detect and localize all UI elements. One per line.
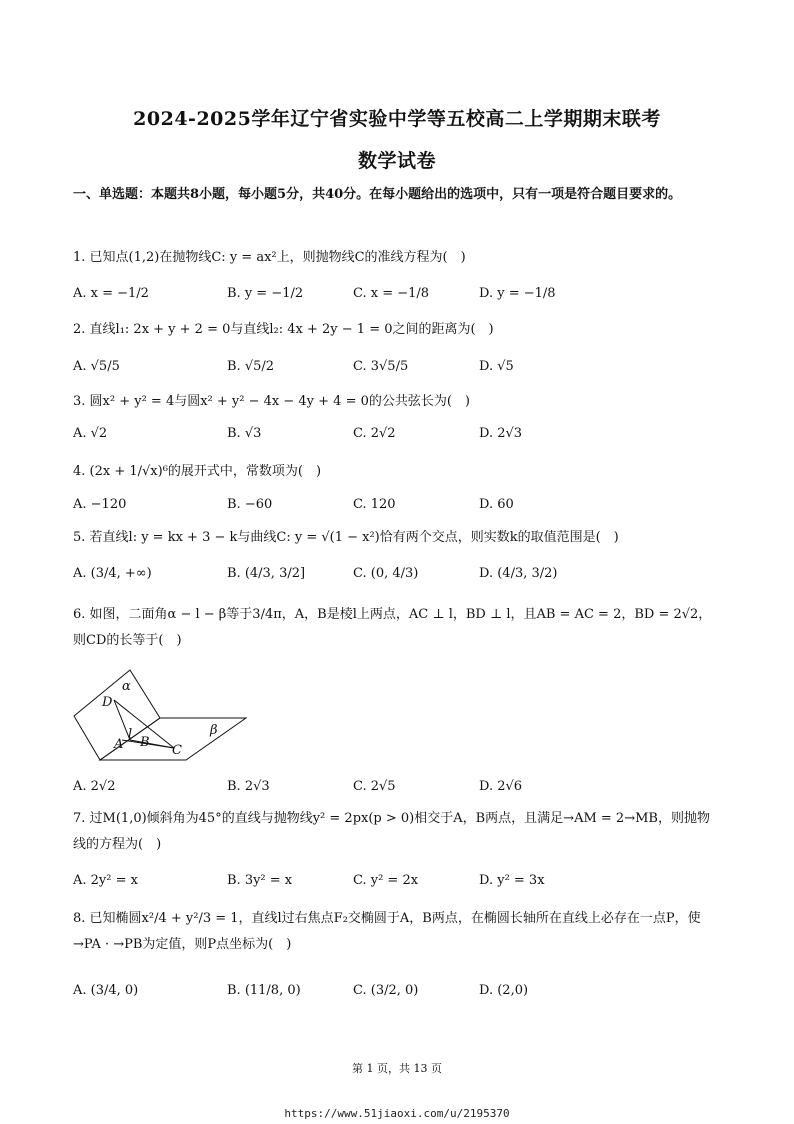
option-b: B. √3 bbox=[227, 426, 262, 441]
option-d: D. 2√6 bbox=[479, 779, 523, 794]
question-8: 8. 已知椭圆x²/4 + y²/3 = 1，直线l过右焦点F₂交椭圆于A，B两点，在椭圆长轴所在直线上必存在一点P，使→PA · →PB为定值，则P点坐标为( ) bbox=[73, 911, 701, 952]
dihedral-angle-figure bbox=[70, 668, 250, 768]
option-c: C. y² = 2x bbox=[353, 873, 419, 888]
watermark-url: https://www.51jiaoxi.com/u/2195370 bbox=[284, 1107, 510, 1120]
option-c: C. 3√5/5 bbox=[353, 359, 409, 374]
options-4 bbox=[73, 492, 721, 518]
option-b: B. −60 bbox=[227, 497, 273, 512]
question-7: 7. 过M(1,0)倾斜角为45°的直线与抛物线y² = 2px(p > 0)相交于A，B两点，且满足→AM = 2→MB，则抛物线的方程为( ) bbox=[73, 811, 710, 852]
label-beta: β bbox=[210, 723, 218, 738]
option-a: A. −120 bbox=[73, 497, 127, 512]
label-b: B bbox=[140, 735, 150, 750]
option-d: D. y² = 3x bbox=[479, 873, 545, 888]
label-c: C bbox=[172, 743, 182, 758]
options-6 bbox=[73, 774, 721, 800]
options-2 bbox=[73, 354, 721, 380]
question-5: 5. 若直线l: y = kx + 3 − k与曲线C: y = √(1 − x²)恰有两个交点，则实数k的取值范围是( ) bbox=[73, 530, 619, 545]
option-d: D. 60 bbox=[479, 497, 514, 512]
option-c: C. (3/2, 0) bbox=[353, 983, 419, 998]
options-8 bbox=[73, 978, 721, 1004]
options-3 bbox=[73, 421, 721, 447]
question-4: 4. (2x + 1/√x)⁶的展开式中，常数项为( ) bbox=[73, 464, 322, 479]
option-a: A. 2y² = x bbox=[73, 873, 138, 888]
section-heading: 一、单选题：本题共8小题，每小题5分，共40分。在每小题给出的选项中，只有一项是符合题目要求的。 bbox=[73, 187, 682, 202]
option-c: C. 2√5 bbox=[353, 779, 396, 794]
question-1: 1. 已知点(1,2)在抛物线C: y = ax²上，则抛物线C的准线方程为( ) bbox=[73, 250, 466, 265]
option-b: B. (11/8, 0) bbox=[227, 983, 301, 998]
label-alpha: α bbox=[122, 679, 131, 694]
option-b: B. 2√3 bbox=[227, 779, 270, 794]
question-2: 2. 直线l₁: 2x + y + 2 = 0与直线l₂: 4x + 2y − 1 = 0之间的距离为( ) bbox=[73, 322, 494, 337]
option-c: C. (0, 4/3) bbox=[353, 566, 419, 581]
option-a: A. √5/5 bbox=[73, 359, 120, 374]
option-d: D. y = −1/8 bbox=[479, 286, 556, 301]
label-l: l bbox=[128, 727, 133, 742]
options-5 bbox=[73, 561, 721, 587]
label-a: A bbox=[114, 737, 124, 752]
option-b: B. 3y² = x bbox=[227, 873, 293, 888]
option-b: B. y = −1/2 bbox=[227, 286, 304, 301]
question-3: 3. 圆x² + y² = 4与圆x² + y² − 4x − 4y + 4 = 0的公共弦长为( ) bbox=[73, 394, 471, 409]
exam-title: 2024-2025学年辽宁省实验中学等五校高二上学期期末联考 bbox=[133, 108, 661, 130]
page-footer: 第 1 页，共 13 页 bbox=[352, 1062, 442, 1075]
option-d: D. (4/3, 3/2) bbox=[479, 566, 558, 581]
option-a: A. √2 bbox=[73, 426, 108, 441]
label-d: D bbox=[102, 695, 113, 710]
option-d: D. (2,0) bbox=[479, 983, 529, 998]
option-d: D. 2√3 bbox=[479, 426, 523, 441]
exam-subtitle: 数学试卷 bbox=[357, 150, 436, 172]
option-b: B. √5/2 bbox=[227, 359, 275, 374]
option-a: A. 2√2 bbox=[73, 779, 116, 794]
options-7 bbox=[73, 868, 721, 894]
option-c: C. 2√2 bbox=[353, 426, 396, 441]
question-6: 6. 如图，二面角α − l − β等于3/4π，A，B是棱l上两点，AC ⊥ l，BD ⊥ l，且AB = AC = 2，BD = 2√2，则CD的长等于( ) bbox=[73, 607, 712, 648]
option-a: A. (3/4, 0) bbox=[73, 983, 139, 998]
option-c: C. x = −1/8 bbox=[353, 286, 430, 301]
option-a: A. x = −1/2 bbox=[73, 286, 149, 301]
option-a: A. (3/4, +∞) bbox=[73, 566, 152, 581]
option-d: D. √5 bbox=[479, 359, 514, 374]
option-b: B. (4/3, 3/2] bbox=[227, 566, 306, 581]
option-c: C. 120 bbox=[353, 497, 396, 512]
options-1 bbox=[73, 281, 721, 307]
